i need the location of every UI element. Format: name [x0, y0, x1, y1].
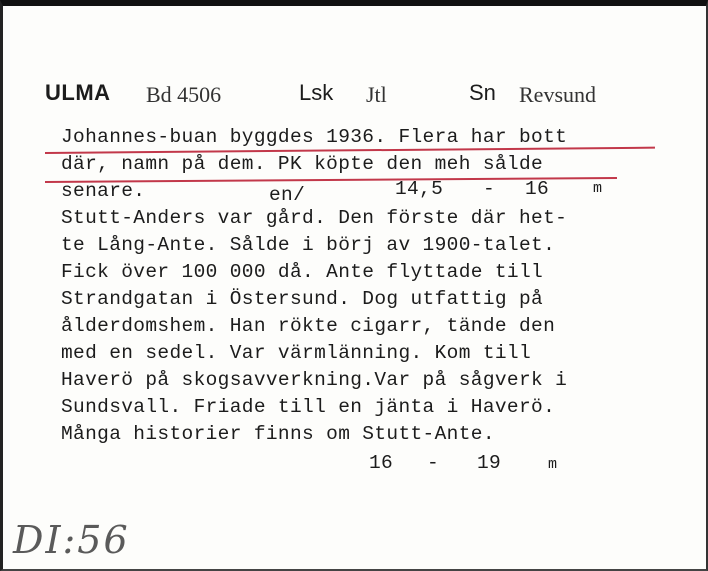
mark-prefix: en/ [269, 184, 306, 206]
mark2-dash: - [427, 452, 440, 474]
landskap-value: Jtl [366, 82, 387, 107]
body-line-6: Fick över 100 000 då. Ante flyttade till [61, 261, 544, 283]
body-line-11: Sundsvall. Friade till en jänta i Haverö. [61, 396, 556, 418]
mark-dash: - [483, 178, 496, 200]
volume-number: Bd 4506 [146, 82, 222, 107]
body-line-5: te Lång-Ante. Sålde i börj av 1900-talet. [61, 234, 556, 256]
mark-from: 14,5 [395, 178, 444, 200]
socken-value: Revsund [519, 82, 596, 107]
mark2-to: 19 [477, 452, 502, 474]
socken-label: Sn [469, 80, 496, 105]
mark2-unit: m [548, 456, 558, 473]
body-line-8: ålderdomshem. Han rökte cigarr, tände den [61, 315, 556, 337]
body-line-10: Haverö på skogsavverkning.Var på sågverk i [61, 369, 568, 391]
body-line-12: Många historier finns om Stutt-Ante. [61, 423, 495, 445]
body-line-4: Stutt-Anders var gård. Den förste där het- [61, 207, 568, 229]
body-line-3: senare. [61, 180, 146, 202]
landskap-label: Lsk [299, 80, 334, 105]
handwritten-signature: DI:56 [13, 518, 130, 562]
mark-to: 16 [525, 178, 550, 200]
mark-unit: m [593, 180, 603, 197]
body-line-7: Strandgatan i Östersund. Dog utfattig på [61, 288, 544, 310]
archive-name: ULMA [45, 80, 111, 105]
body-line-1: Johannes-buan byggdes 1936. Flera har bott [61, 126, 568, 148]
body-line-9: med en sedel. Var värmlänning. Kom till [61, 342, 532, 364]
mark2-from: 16 [369, 452, 394, 474]
archive-card [3, 6, 706, 569]
body-line-2: där, namn på dem. PK köpte den meh sålde [61, 153, 544, 175]
